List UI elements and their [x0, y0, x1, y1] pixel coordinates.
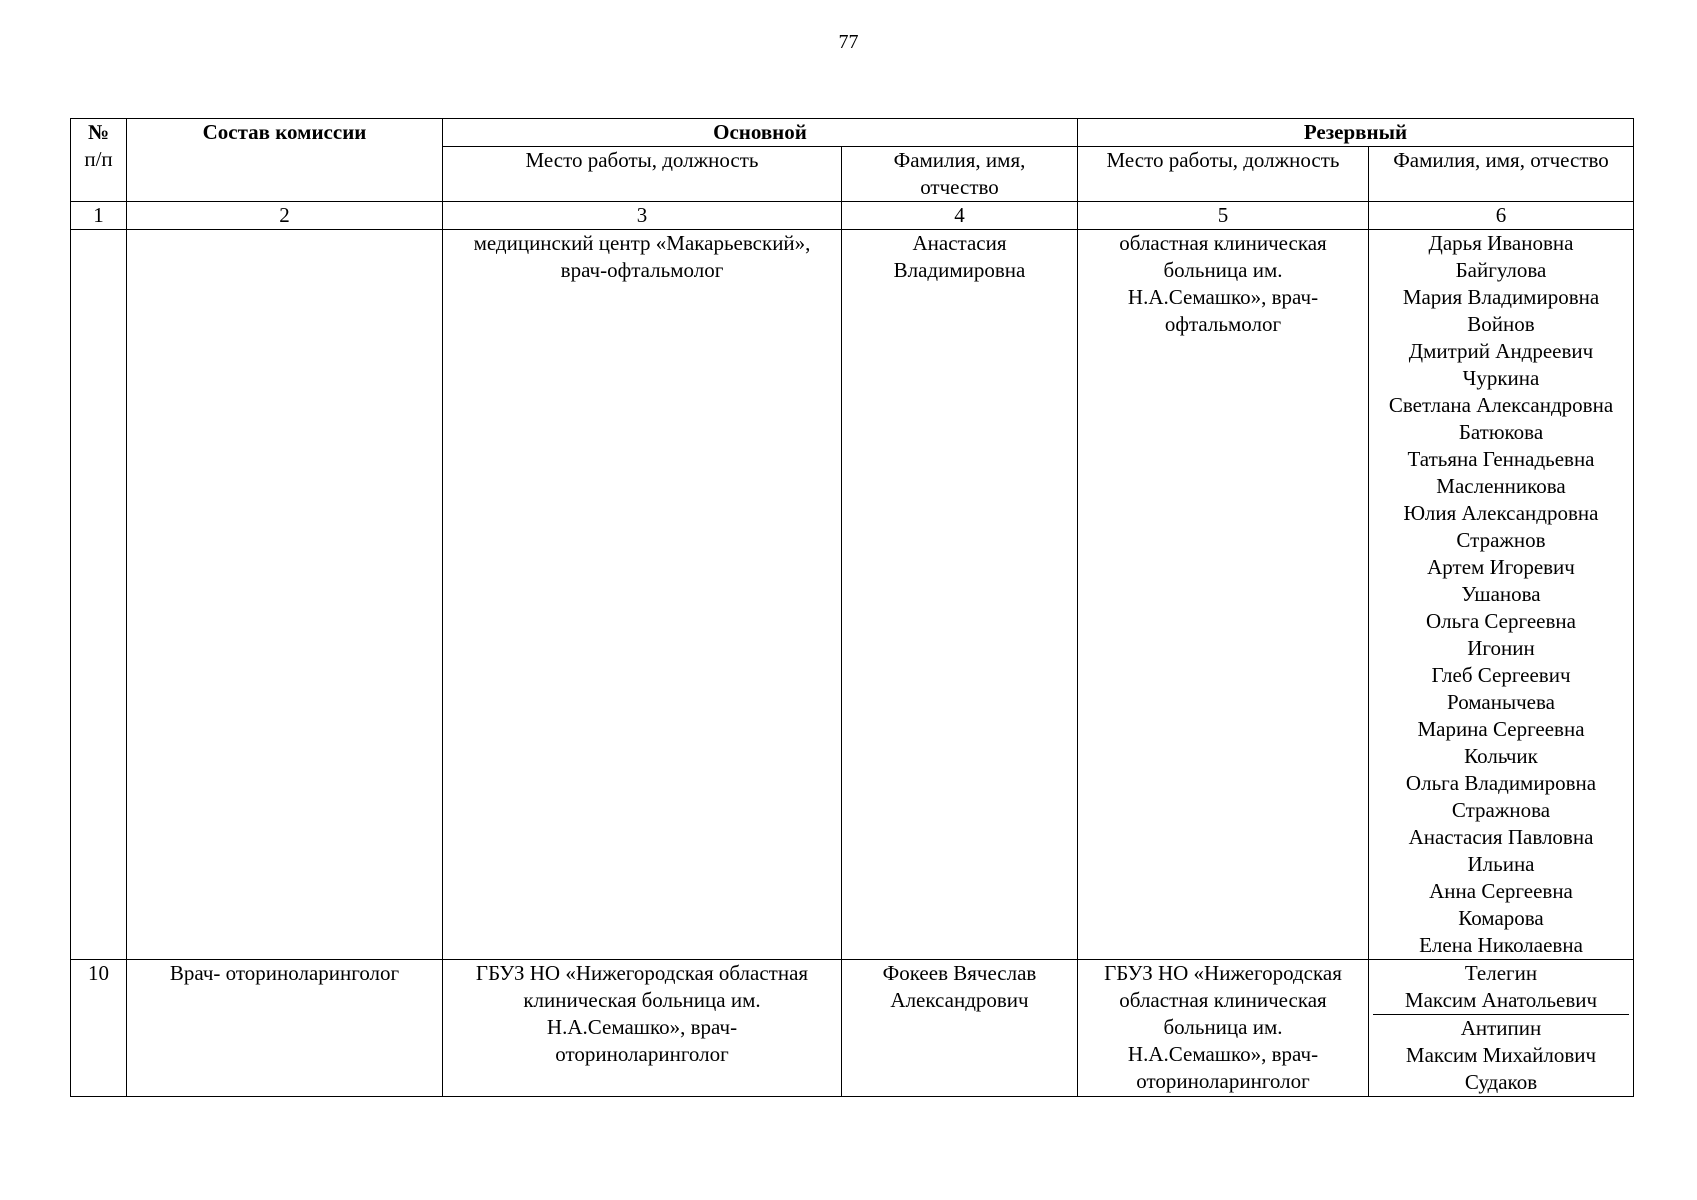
reserve-name-line: Юлия Александровна — [1403, 501, 1599, 525]
main-workplace: медицинский центр «Макарьевский», врач-офтальмолог — [443, 230, 842, 960]
reserve-name-line: Дарья Ивановна — [1428, 231, 1574, 255]
reserve-name-line: Максим Анатольевич — [1404, 988, 1598, 1012]
row-role — [127, 230, 443, 960]
header-reserve-name: Фамилия, имя, отчество — [1369, 147, 1634, 202]
header-group-main: Основной — [443, 119, 1078, 147]
reserve-name-line: Судаков — [1464, 1070, 1538, 1094]
reserve-workplace: ГБУЗ НО «Нижегородская областная клиническая больница им. Н.А.Семашко», врач- оториноларинголог — [1078, 960, 1369, 1097]
main-workplace: ГБУЗ НО «Нижегородская областная клиническая больница им. Н.А.Семашко», врач- оториноларинголог — [443, 960, 842, 1097]
reserve-name-line: Мария Владимировна — [1402, 285, 1600, 309]
reserve-name-line: Стражнова — [1451, 798, 1551, 822]
reserve-name-line: Ушанова — [1461, 582, 1541, 606]
column-number: 1 — [71, 202, 127, 230]
header-reserve-workplace: Место работы, должность — [1078, 147, 1369, 202]
reserve-name-line: Комарова — [1458, 906, 1544, 930]
main-name: Анастасия Владимировна — [842, 230, 1078, 960]
reserve-name-line: Ольга Владимировна — [1405, 771, 1597, 795]
reserve-name-line: Масленникова — [1436, 474, 1566, 498]
row-number: 10 — [71, 960, 127, 1097]
commission-table — [70, 118, 1634, 1097]
reserve-names-group — [1373, 960, 1629, 1014]
reserve-workplace: областная клиническая больница им. Н.А.Семашко», врач- офтальмолог — [1078, 230, 1369, 960]
reserve-name-line: Елена Николаевна — [1419, 933, 1583, 957]
reserve-name-line: Телегин — [1464, 961, 1538, 985]
reserve-name-line: Анна Сергеевна — [1429, 879, 1573, 903]
page-number: 77 — [838, 31, 859, 53]
header-commission: Состав комиссии — [127, 119, 443, 202]
reserve-names — [1369, 230, 1634, 960]
reserve-name-line: Максим Михайлович — [1405, 1043, 1597, 1067]
header-group-reserve: Резервный — [1078, 119, 1634, 147]
reserve-name-line: Глеб Сергеевич — [1431, 663, 1571, 687]
column-number: 5 — [1078, 202, 1369, 230]
column-number-row — [71, 202, 1634, 230]
reserve-name-line: Стражнов — [1456, 528, 1546, 552]
reserve-name-line: Светлана Александровна — [1388, 393, 1614, 417]
reserve-name-line: Игонин — [1467, 636, 1535, 660]
table-row — [71, 230, 1634, 960]
reserve-name-line: Артем Игоревич — [1427, 555, 1575, 579]
column-number: 2 — [127, 202, 443, 230]
reserve-name-line: Кольчик — [1464, 744, 1538, 768]
header-row-groups — [71, 119, 1634, 147]
reserve-name-line: Ильина — [1467, 852, 1535, 876]
reserve-name-line: Чуркина — [1462, 366, 1540, 390]
reserve-name-line: Антипин — [1460, 1016, 1542, 1040]
reserve-name-line: Байгулова — [1455, 258, 1547, 282]
reserve-names-group — [1373, 1014, 1629, 1096]
table-row — [71, 960, 1634, 1097]
reserve-name-line: Татьяна Геннадьевна — [1407, 447, 1595, 471]
column-number: 3 — [443, 202, 842, 230]
reserve-names — [1369, 960, 1634, 1097]
reserve-name-line: Войнов — [1467, 312, 1535, 336]
row-number — [71, 230, 127, 960]
column-number: 4 — [842, 202, 1078, 230]
column-number: 6 — [1369, 202, 1634, 230]
main-name: Фокеев Вячеслав Александрович — [842, 960, 1078, 1097]
row-role: Врач- оториноларинголог — [127, 960, 443, 1097]
reserve-name-line: Дмитрий Андреевич — [1408, 339, 1594, 363]
header-number-sub: п/п — [84, 147, 113, 171]
reserve-name-line: Анастасия Павловна — [1408, 825, 1594, 849]
header-number: № п/п — [71, 119, 127, 202]
reserve-name-line: Батюкова — [1458, 420, 1544, 444]
reserve-name-line: Марина Сергеевна — [1417, 717, 1585, 741]
reserve-name-line: Ольга Сергеевна — [1426, 609, 1576, 633]
header-main-name: Фамилия, имя, отчество — [842, 147, 1078, 202]
header-main-workplace: Место работы, должность — [443, 147, 842, 202]
reserve-name-line: Романычева — [1447, 690, 1555, 714]
